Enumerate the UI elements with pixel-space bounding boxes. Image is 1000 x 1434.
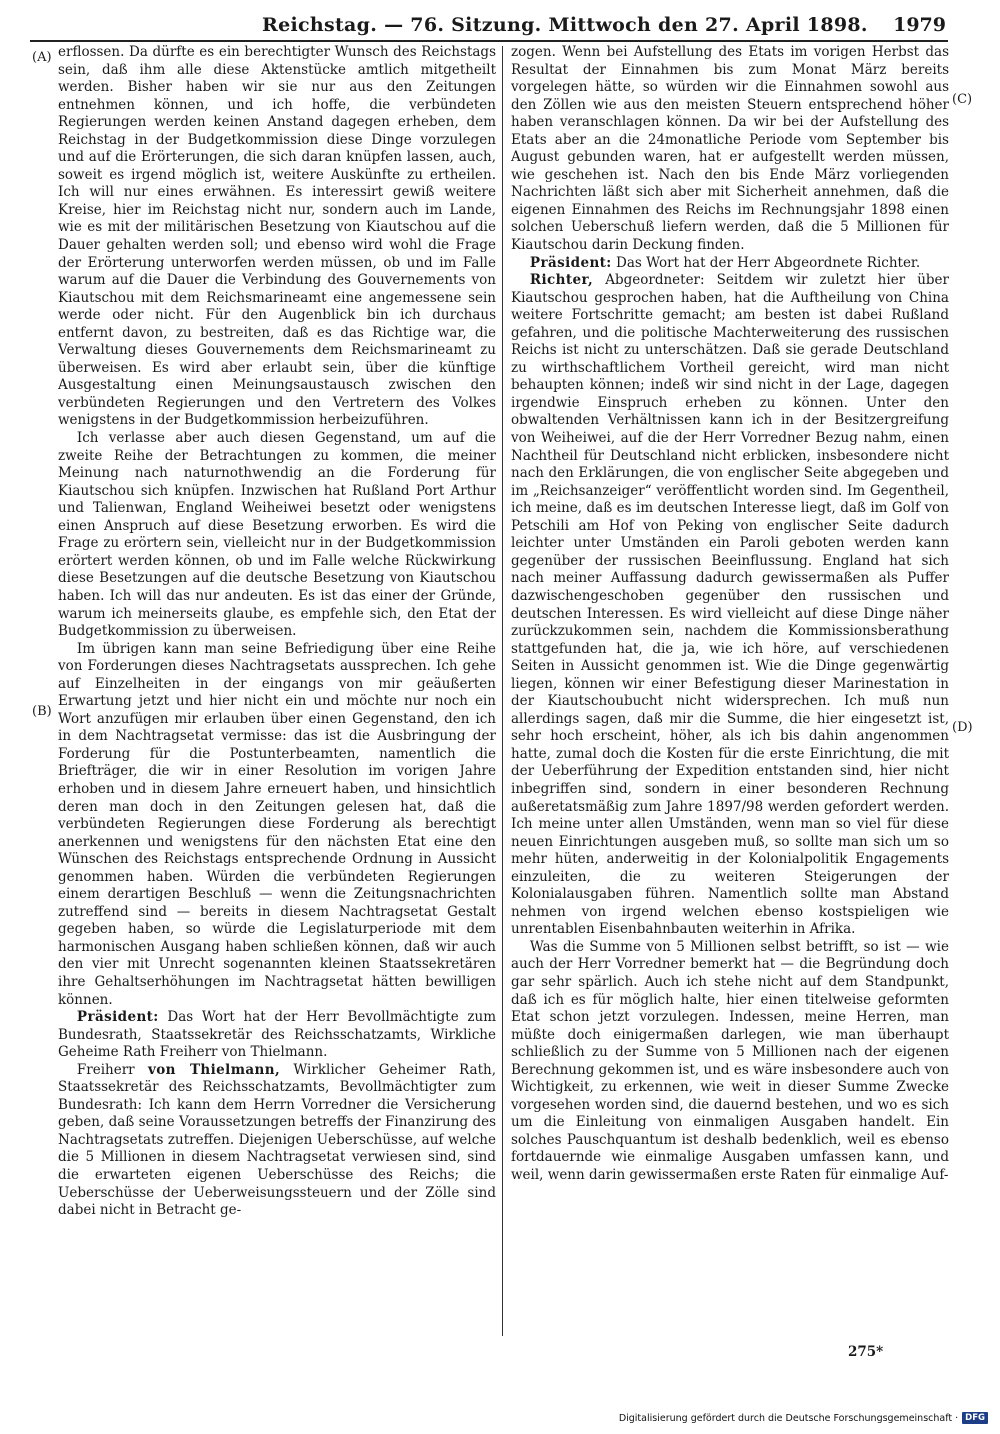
paragraph: Im übrigen kann man seine Befriedigung über eine Reihe von Forderungen dieses Nachtragsetats aussprechen. Ich gehe auf Einzelheiten in der eingangs von mir geäußerten Erwartung jetzt und hier nicht ein und möchte nur noch ein Wort anzufügen mir erlauben über einen Gegenstand, den ich in dem Nachtragsetat vermisse: das ist die Ausbringung der Forderung für die Postunterbeamten, namentlich die Briefträger, die wir in einer Resolution im vorigen Jahre erhoben und in diesem Jahre erneuert haben, und hinsichtlich deren man doch in den Zeitungen gelesen hat, daß die verbündeten Regierungen diese Forderung als berechtigt anerkennen und wenigstens für den nächsten Etat eine den Wünschen des Reichstags entsprechende Ordnung in Aussicht genommen haben. Würden die verbündeten Regierungen einem derartigen Beschluß — wenn die Zeitungsnachrichten zutreffend sind — bereits in diesem Nachtragsetat Gestalt gegeben haben, so würde die Legislaturperiode mit dem harmonischen Ausgang haben schließen können, daß wir auch den vier mit Unrecht sogenannten kleinen Staatssekretären ihre Gehaltserhöhungen im Nachtragsetat hätten bewilligen können. xyxy=(58,640,496,1008)
paragraph xyxy=(58,1009,496,1062)
running-title: Reichstag. — 76. Sitzung. Mittwoch den 27. April 1898. xyxy=(262,14,868,36)
page-header xyxy=(0,0,1000,44)
paragraph-text: Das Wort hat der Herr Abgeordnete Richter. xyxy=(616,254,921,271)
speaker-name: Präsident: xyxy=(529,254,612,271)
paragraph xyxy=(511,272,949,939)
paragraph: Was die Summe von 5 Millionen selbst betrifft, so ist — wie auch der Herr Vorredner bemerkt hat — die Begründung doch gar sehr spärlich. Auch ich stehe nicht auf dem Standpunkt, daß ich es für möglich halte, hier einen titelweise geformten Etat schon jetzt vorzulegen. Indessen, meine Herren, man müßte doch einigermaßen darlegen, wie man überhaupt schließlich zu der Summe von 5 Millionen nach der eigenen Berechnung gekommen ist, und es wäre insbesondere auch von Wichtigkeit, zu erkennen, wie weit in dieser Summe Zwecke vorgesehen worden sind, die dauernd bestehen, und wo es sich um die Einleitung von einmaligen Ausgaben handelt. Ein solches Pauschquantum ist deshalb bedenklich, weil es ebenso fortdauernde wie einmalige Ausgaben umfassen kann, und weil, wenn darin gewissermaßen erste Raten für einmalige Auf- xyxy=(511,938,949,1183)
margin-mark-b: (B) xyxy=(32,704,52,719)
header-rule xyxy=(30,40,948,42)
speaker-name: Richter, xyxy=(529,272,594,289)
footer xyxy=(619,1412,988,1424)
page-number: 1979 xyxy=(893,14,946,36)
paragraph-text: Das Wort hat der Herr Bevollmächtigte zum Bundesrath, Staatssekretär des Reichsschatzamts, Wirkliche Geheime Rath Freiherr von Thielmann. xyxy=(58,1009,496,1061)
speaker-name: von Thielmann, xyxy=(147,1061,281,1078)
paragraph xyxy=(58,1062,496,1220)
paragraph-text: Abgeordneter: Seitdem wir zuletzt hier über Kiautschou gesprochen haben, hat die Auftheilung von China weitere Fortschritte gemacht; am besten ist dabei Rußland gefahren, und die politische Machterweiterung des russischen Reichs ist nicht zu unterschätzen. Daß sie gerade Deutschland zu wirthschaftlichem Vortheil gereicht, wird man nicht behaupten können; indeß wir sind nicht in der Lage, dagegen irgendwie Einspruch erheben zu können. Unter den obwaltenden Verhältnissen kann ich in der Besitzergreifung von Weiheiwei, auf die der Herr Vorredner Bezug nahm, einen Nachtheil für Deutschland nicht erblicken, insbesondere nicht nach den Erklärungen, die von englischer Seite abgegeben und im „Reichsanzeiger“ veröffentlicht worden sind. Im Gegentheil, ich meine, daß es im deutschen Interesse liegt, daß im Golf von Petschili am Hof von Peking von englischer Seite dadurch leichter unter Umständen ein Paroli geboten werden kann gegenüber der russischen Beeinflussung. England hat sich nach meiner Auffassung dadurch gewissermaßen als Puffer dazwischengeschoben gegenüber den russischen und deutschen Interessen. Es wird vielleicht auf diese Dinge näher zurückzukommen sein, nachdem die Kommissionsberathung stattgefunden hat, die ja, wie ich höre, auf verschiedenen Seiten in Aussicht genommen ist. Wie die Dinge gegenwärtig liegen, können wir einer Befestigung dieser Marinestation in der Kiautschoubucht nicht widersprechen. Ich muß nun allerdings sagen, daß mir die Summe, die hier eingesetzt ist, sehr hoch erscheint, höher, als ich bis dahin angenommen hatte, zumal doch die Kosten für die erste Einrichtung, die mit der Ueberführung der Expedition entstanden sind, hier nicht inbegriffen sind, sondern in einer besonderen Rechnung außeretatsmäßig zum Jahre 1897/98 werden gefordert werden. Ich meine unter allen Umständen, wenn man so viel für diese neuen Einrichtungen ausgeben muß, so sollte man sich um so mehr hüten, anderweitig in der Kolonialpolitik Engagements einzuleiten, die zu weiteren Steigerungen der Kolonialausgaben führen. Namentlich sollte man Abstand nehmen von irgend welchen ebenso kostspieligen wie unrentablen Eisenbahnbauten weiterhin in Afrika. xyxy=(511,272,949,938)
speaker-name: Präsident: xyxy=(76,1009,159,1026)
column-divider xyxy=(502,46,503,1336)
paragraph-text: Wirklicher Geheimer Rath, Staatssekretär des Reichsschatzamts, Bevollmächtigter zum Bundesrath: Ich kann dem Herrn Vorredner die Versicherung geben, daß seine Voraussetzungen betreffs der Finanzirung des Nachtragsetats zutreffen. Diejenigen Ueberschüsse, auf welche die 5 Millionen in diesem Nachtragsetat verwiesen sind, sind die erwarteten eigenen Ueberschüsse des Reichs; die Ueberschüsse der Ueberweisungssteuern und der Zölle sind dabei nicht in Betracht ge- xyxy=(58,1061,496,1219)
speaker-prefix: Freiherr xyxy=(76,1061,135,1078)
dfg-logo-icon: DFG xyxy=(962,1412,988,1424)
margin-mark-d: (D) xyxy=(952,720,973,735)
paragraph: zogen. Wenn bei Aufstellung des Etats im vorigen Herbst das Resultat der Einnahmen bis zum Monat März bereits vorgelegen hätte, so würden wir die Einnahmen sowohl aus den Zöllen wie aus den meisten Steuern entsprechend höher haben veranschlagen können. Da wir bei der Aufstellung des Etats aber an die 24monatliche Periode vom September bis August gebunden waren, hat er aufgestellt werden müssen, wie geschehen ist. Nach den bis Ende März vorliegenden Nachrichten läßt sich aber mit Sicherheit annehmen, daß die eigenen Einnahmen des Reichs im Rechnungsjahr 1898 einen solchen Ueberschuß liefern werden, daß die 5 Millionen für Kiautschou darin Deckung finden. xyxy=(511,44,949,254)
left-column xyxy=(58,44,496,1354)
margin-mark-a: (A) xyxy=(32,50,52,65)
signature-mark: 275* xyxy=(848,1344,884,1360)
paragraph xyxy=(511,255,949,273)
footer-text: Digitalisierung gefördert durch die Deutsche Forschungsgemeinschaft · xyxy=(618,1412,959,1424)
paragraph: erflossen. Da dürfte es ein berechtigter Wunsch des Reichstags sein, daß ihm alle diese Aktenstücke amtlich mitgetheilt werden. Bisher haben wir sie nur aus den Zeitungen entnehmen können, und ich hoffe, die verbündeten Regierungen werden keinen Anstand dagegen erheben, dem Reichstag in der Budgetkommission diese Dinge vorzulegen und auf die Erörterungen, die sich daran knüpfen lassen, auch, soweit es irgend möglich ist, weitere Auskünfte zu ertheilen. Ich will nur eines erwähnen. Es interessirt gewiß weitere Kreise, hier im Reichstag nicht nur, sondern auch im Lande, wie es mit der militärischen Besetzung von Kiautschou auf die Dauer gehalten werden soll; und ebenso wird wohl die Frage der Erörterung unterworfen werden müssen, ob und im Falle warum auf die Dauer die Verbindung des Gouvernements von Kiautschou mit dem Reichsmarineamt eine angemessene sein werde oder nicht. Für den Augenblick bin ich durchaus entfernt davon, zu bestreiten, daß es das Richtige war, die Verwaltung dieses Gouvernements dem Reichsmarineamt zu überweisen. Es wird aber erlaubt sein, über die künftige Ausgestaltung einen Meinungsaustausch zwischen den verbündeten Regierungen und den Vertretern des Volkes wenigstens in der Budgetkommission herbeizuführen. xyxy=(58,44,496,429)
right-column xyxy=(511,44,949,1354)
paragraph: Ich verlasse aber auch diesen Gegenstand, um auf die zweite Reihe der Betrachtungen zu kommen, die meiner Meinung nach naturnothwendig an die Forderung für Kiautschou sich knüpfen. Inzwischen hat Rußland Port Arthur und Talienwan, England Weiheiwei besetzt oder wenigstens einen Anspruch auf diese Besetzung erworben. Es wird die Frage zu erörtern sein, vielleicht nur in der Budgetkommission erörtert werden können, ob und im Falle welche Rückwirkung diese Besetzungen auf die deutsche Besetzung von Kiautschou haben. Ich will das nur andeuten. Es ist das einer der Gründe, warum ich meinerseits glaube, es empfehle sich, den Etat der Budgetkommission zu überweisen. xyxy=(58,430,496,640)
margin-mark-c: (C) xyxy=(952,92,973,107)
